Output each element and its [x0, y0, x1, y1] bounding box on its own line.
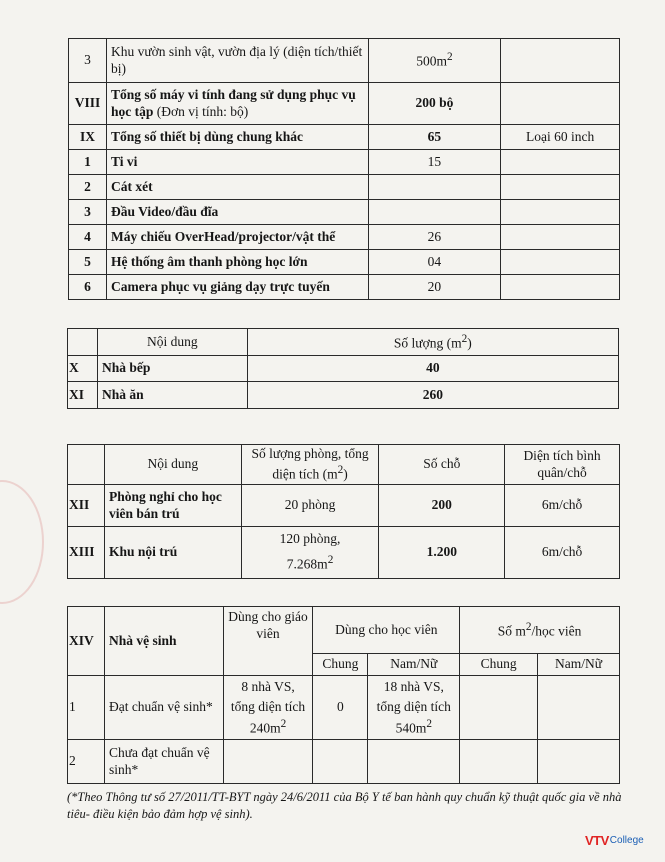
row-content: Chưa đạt chuẩn vệ sinh*: [104, 740, 223, 784]
table-row: [69, 39, 620, 83]
row-content: Nhà bếp: [97, 356, 247, 382]
toilet-table: [67, 606, 620, 784]
footnote: (*Theo Thông tư số 27/2011/TT-BYT ngày 24/6/2011 của Bộ Y tế ban hành quy chuẩn kỹ thuật quốc gia về nhà tiêu- điều kiện bảo đảm hợp vệ sinh).: [67, 790, 622, 821]
row-number: IX: [69, 125, 107, 150]
row-content: Máy chiếu OverHead/projector/vật thể: [106, 225, 368, 250]
row-number: 4: [69, 225, 107, 250]
row-content: Khu vườn sinh vật, vườn địa lý (diện tích/thiết bị): [106, 39, 368, 83]
vtv-college-logo: VTV College: [585, 833, 644, 848]
row-students-gender: [368, 740, 460, 784]
row-quantity: 40: [247, 356, 618, 382]
row-number: X: [68, 356, 98, 382]
row-quantity: 26: [368, 225, 501, 250]
row-seats: 1.200: [379, 527, 505, 578]
row-rooms: 120 phòng, $7.268m^2$: [241, 527, 379, 578]
row-quantity: 15: [368, 150, 501, 175]
boarding-table: [67, 444, 620, 579]
subheader-gender: Nam/Nữ: [368, 654, 460, 676]
table-row: [68, 676, 620, 740]
row-number: XII: [68, 485, 105, 527]
row-number: 1: [68, 676, 105, 740]
row-note: [501, 150, 620, 175]
table-row: [68, 740, 620, 784]
row-content: Đạt chuẩn vệ sinh*: [104, 676, 223, 740]
row-quantity: [368, 200, 501, 225]
table-row: [69, 83, 620, 125]
header-rooms: Số lượng phòng, tổng diện tích $(m^2)$: [241, 445, 379, 485]
table-row: [68, 382, 619, 409]
subheader-common: Chung: [460, 654, 538, 676]
row-content: Khu nội trú: [104, 527, 241, 578]
row-number: 2: [69, 175, 107, 200]
header-number: [68, 329, 98, 356]
subheader-gender: Nam/Nữ: [538, 654, 620, 676]
row-per-gender: [538, 676, 620, 740]
row-note: [501, 175, 620, 200]
row-content: Phòng nghỉ cho học viên bán trú: [104, 485, 241, 527]
row-content: Tổng số thiết bị dùng chung khác: [106, 125, 368, 150]
row-note: [501, 200, 620, 225]
row-content: Tổng số máy vi tính đang sử dụng phục vụ học tập (Đơn vị tính: bộ): [106, 83, 368, 125]
row-per-common: [460, 740, 538, 784]
row-students-common: 0: [313, 676, 368, 740]
row-number: 6: [69, 275, 107, 300]
table-row: [68, 485, 620, 527]
header-number: [68, 445, 105, 485]
row-quantity: $500m^2$: [368, 39, 501, 83]
row-content: Nhà ăn: [97, 382, 247, 409]
row-number: VIII: [69, 83, 107, 125]
table-header-row: [68, 445, 620, 485]
table-row: [69, 225, 620, 250]
header-per-student: Số $m^2$/học viên: [460, 607, 620, 654]
row-note: [501, 83, 620, 125]
row-avg-area: 6m/chỗ: [505, 527, 620, 578]
header-content: Nội dung: [104, 445, 241, 485]
table-row: [69, 275, 620, 300]
row-teachers: 8 nhà VS, tổng diện tích $240m^2$: [223, 676, 313, 740]
row-note: [501, 39, 620, 83]
table-row: [69, 150, 620, 175]
row-quantity: 200 bộ: [368, 83, 501, 125]
table-row: [68, 356, 619, 382]
table-row: [69, 200, 620, 225]
row-quantity: [368, 175, 501, 200]
unit-note: (Đơn vị tính: bộ): [153, 103, 249, 119]
header-teachers: Dùng cho giáo viên: [223, 607, 313, 676]
kitchen-table: [67, 328, 619, 409]
row-seats: 200: [379, 485, 505, 527]
row-quantity: 65: [368, 125, 501, 150]
header-avg-area: Diện tích bình quân/chỗ: [505, 445, 620, 485]
row-note: Loại 60 inch: [501, 125, 620, 150]
table-row: [69, 250, 620, 275]
row-content: Hệ thống âm thanh phòng học lớn: [106, 250, 368, 275]
row-per-gender: [538, 740, 620, 784]
row-teachers: [223, 740, 313, 784]
row-note: [501, 250, 620, 275]
table-row: [69, 175, 620, 200]
subheader-common: Chung: [313, 654, 368, 676]
header-students: Dùng cho học viên: [313, 607, 460, 654]
equipment-table: [68, 38, 620, 300]
header-quantity: Số lượng $(m^2)$: [247, 329, 618, 356]
table-row: [69, 125, 620, 150]
row-note: [501, 225, 620, 250]
row-number: XI: [68, 382, 98, 409]
row-number: 3: [69, 200, 107, 225]
row-note: [501, 275, 620, 300]
row-content: Ti vi: [106, 150, 368, 175]
row-quantity: 20: [368, 275, 501, 300]
row-number: 5: [69, 250, 107, 275]
header-content: Nội dung: [97, 329, 247, 356]
table-row: [68, 527, 620, 578]
row-quantity: 04: [368, 250, 501, 275]
table-header-row: [68, 329, 619, 356]
row-students-gender: 18 nhà VS, tổng diện tích $540m^2$: [368, 676, 460, 740]
row-number: 3: [69, 39, 107, 83]
row-number: 1: [69, 150, 107, 175]
stamp-watermark: [0, 480, 44, 604]
row-quantity: 260: [247, 382, 618, 409]
row-students-common: [313, 740, 368, 784]
row-content: Cát xét: [106, 175, 368, 200]
row-rooms: 20 phòng: [241, 485, 379, 527]
row-content: Camera phục vụ giảng dạy trực tuyến: [106, 275, 368, 300]
row-number: 2: [68, 740, 105, 784]
header-seats: Số chỗ: [379, 445, 505, 485]
row-content: Đầu Video/đầu đĩa: [106, 200, 368, 225]
row-avg-area: 6m/chỗ: [505, 485, 620, 527]
row-per-common: [460, 676, 538, 740]
header-number: XIV: [68, 607, 105, 676]
row-number: XIII: [68, 527, 105, 578]
header-label: Nhà vệ sinh: [104, 607, 223, 676]
table-header-row: [68, 607, 620, 654]
